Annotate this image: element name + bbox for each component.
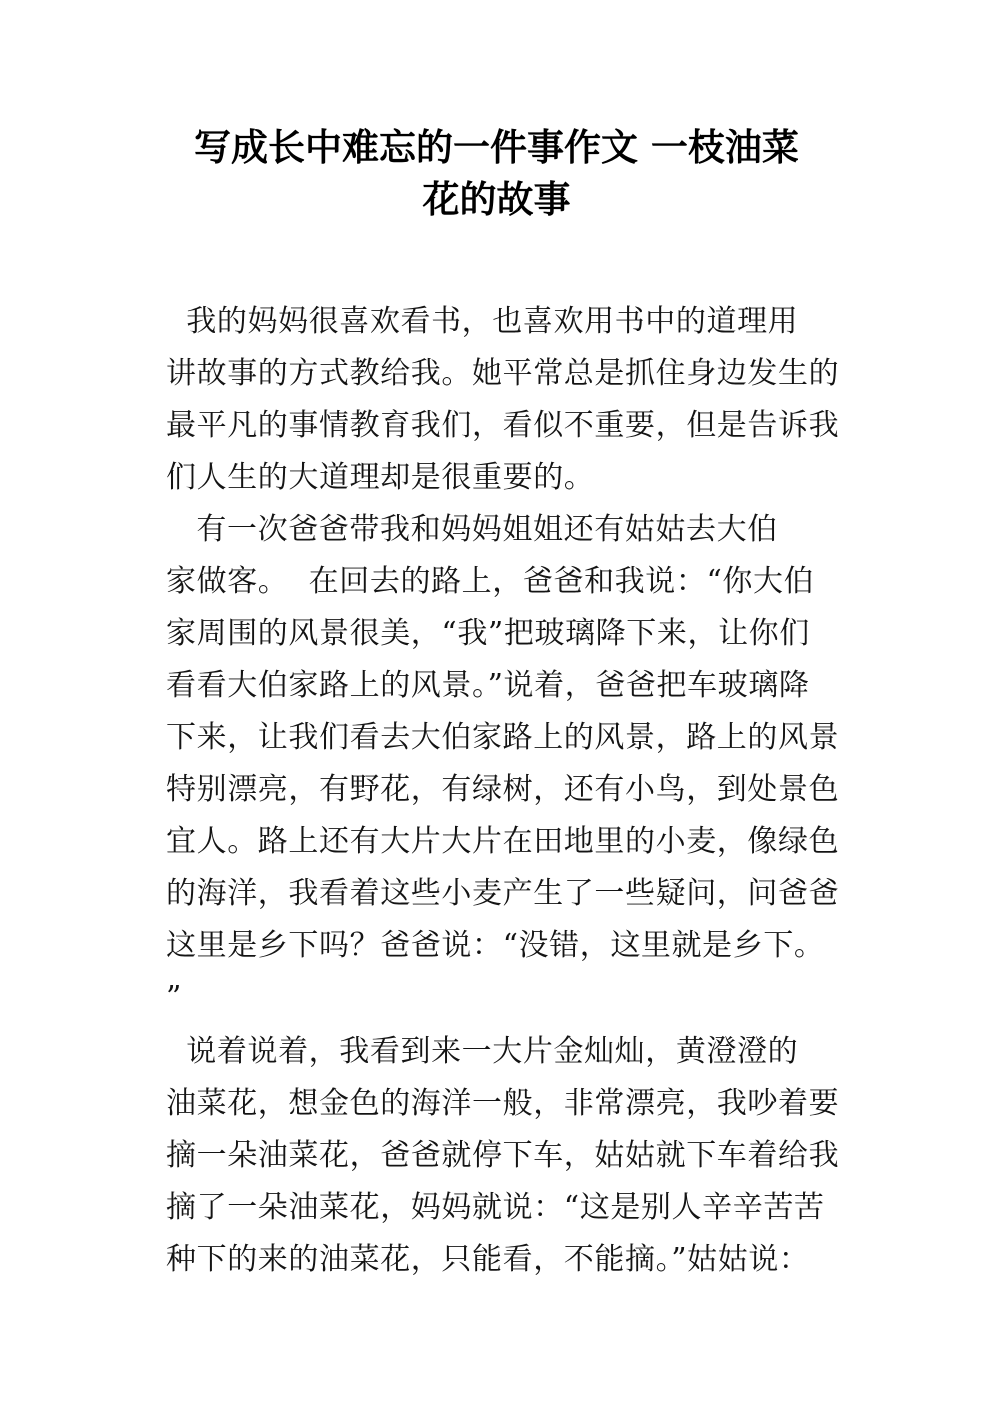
paragraph (166, 296, 840, 504)
text-line: 特别漂亮，有野花，有绿树，还有小鸟，到处景色 (166, 772, 840, 807)
text-line: 下来，让我们看去大伯家路上的风景，路上的风景 (166, 720, 840, 755)
text-line: 摘一朵油菜花，爸爸就停下车，姑姑就下车着给我 (166, 1138, 840, 1173)
text-line: 我的妈妈很喜欢看书，也喜欢用书中的道理用 (166, 304, 799, 339)
text-line: 种下的来的油菜花，只能看，不能摘。”姑姑说： (166, 1242, 810, 1277)
text-line: 摘了一朵油菜花，妈妈就说：“这是别人辛辛苦苦 (166, 1190, 825, 1225)
text-line: 这里是乡下吗？爸爸说：“没错，这里就是乡下。 (166, 928, 825, 963)
paragraph (166, 504, 840, 1018)
text-line: 宜人。路上还有大片大片在田地里的小麦，像绿色 (166, 824, 840, 859)
text-line: 最平凡的事情教育我们，看似不重要，但是告诉我 (166, 408, 840, 443)
title-line: 写成长中难忘的一件事作文 一枝油菜 (194, 126, 799, 169)
article-body (166, 296, 840, 1286)
text-line: 看看大伯家路上的风景。”说着，爸爸把车玻璃降 (166, 668, 810, 703)
text-line: 家周围的风景很美，“我”把玻璃降下来，让你们 (166, 616, 810, 651)
title-line: 花的故事 (422, 178, 571, 221)
text-line: 家做客。 在回去的路上，爸爸和我说：“你大伯 (166, 564, 815, 599)
page-title (150, 122, 843, 226)
text-line: 有一次爸爸带我和妈妈姐姐还有姑姑去大伯 (166, 512, 778, 547)
text-line: 的海洋，我看着这些小麦产生了一些疑问，问爸爸 (166, 876, 840, 911)
text-line: 说着说着，我看到来一大片金灿灿，黄澄澄的 (166, 1034, 799, 1069)
text-line: 油菜花，想金色的海洋一般，非常漂亮，我吵着要 (166, 1086, 840, 1121)
text-line: 们人生的大道理却是很重要的。 (166, 460, 595, 495)
paragraph (166, 1026, 840, 1286)
text-line: 讲故事的方式教给我。她平常总是抓住身边发生的 (166, 356, 840, 391)
text-line: ” (166, 980, 182, 1015)
